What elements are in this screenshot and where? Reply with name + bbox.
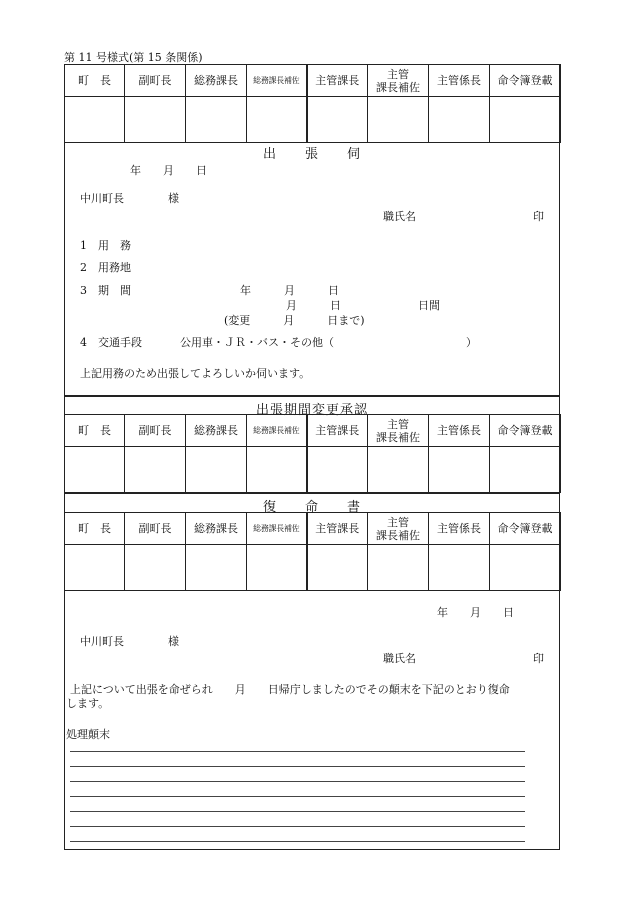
- item-purpose: 1 用 務: [80, 239, 131, 252]
- stamp-cell[interactable]: [429, 447, 490, 493]
- result-line[interactable]: [70, 766, 525, 767]
- stamp-cell[interactable]: [65, 97, 125, 143]
- approver-header-order-book: 命令簿登載: [490, 65, 561, 97]
- request-date[interactable]: 年 月 日: [130, 164, 207, 177]
- approver-header-mayor: 町 長: [65, 65, 125, 97]
- approver-header-dept-chief: 主管課長: [307, 415, 368, 447]
- report-seal: 印: [533, 652, 544, 665]
- stamp-cell[interactable]: [186, 447, 247, 493]
- item-period: 3 期 間: [80, 284, 131, 297]
- request-title: 出 張 伺: [262, 147, 361, 162]
- form-number: 第 11 号様式(第 15 条関係): [64, 51, 203, 64]
- stamp-cell[interactable]: [429, 97, 490, 143]
- result-line[interactable]: [70, 781, 525, 782]
- approver-header-general-affairs-chief: 総務課長: [186, 513, 247, 545]
- change-title: 出張期間変更承認: [255, 403, 368, 418]
- request-addressee: 中川町長 様: [80, 192, 179, 205]
- stamp-cell[interactable]: [307, 97, 368, 143]
- result-line[interactable]: [70, 826, 525, 827]
- stamp-cell[interactable]: [429, 545, 490, 591]
- section-divider: [64, 492, 560, 494]
- report-name-label: 職氏名: [383, 652, 416, 665]
- stamp-cell[interactable]: [490, 545, 561, 591]
- stamp-cell[interactable]: [125, 447, 186, 493]
- result-line[interactable]: [70, 811, 525, 812]
- approval-table-report: [64, 512, 561, 591]
- report-body-line1: 上記について出張を命ぜられ 月 日帰庁しましたのでその顛末を下記のとおり復命: [70, 683, 510, 696]
- stamp-cell[interactable]: [125, 545, 186, 591]
- stamp-cell[interactable]: [65, 545, 125, 591]
- approver-header-dept-assistant: 主管 課長補佐: [368, 65, 429, 97]
- stamp-cell[interactable]: [368, 447, 429, 493]
- approver-header-section-chief: 主管係長: [429, 513, 490, 545]
- approver-header-deputy-mayor: 副町長: [125, 65, 186, 97]
- approver-header-mayor: 町 長: [65, 513, 125, 545]
- approver-header-dept-assistant: 主管 課長補佐: [368, 513, 429, 545]
- approver-header-deputy-mayor: 副町長: [125, 513, 186, 545]
- approver-header-general-affairs-chief: 総務課長: [186, 415, 247, 447]
- result-line[interactable]: [70, 796, 525, 797]
- stamp-cell[interactable]: [490, 97, 561, 143]
- stamp-cell[interactable]: [247, 447, 307, 493]
- stamp-cell[interactable]: [368, 97, 429, 143]
- approver-header-general-affairs-assistant: 総務課長補佐: [247, 65, 307, 97]
- result-label: 処理顛末: [66, 728, 110, 741]
- approver-header-dept-chief: 主管課長: [307, 65, 368, 97]
- approver-header-section-chief: 主管係長: [429, 65, 490, 97]
- request-seal: 印: [533, 210, 544, 223]
- result-line[interactable]: [70, 841, 525, 842]
- approver-header-dept-assistant: 主管 課長補佐: [368, 415, 429, 447]
- section-divider: [64, 395, 560, 397]
- item-destination: 2 用務地: [80, 261, 131, 274]
- approver-header-deputy-mayor: 副町長: [125, 415, 186, 447]
- approver-header-general-affairs-assistant: 総務課長補佐: [247, 415, 307, 447]
- item-transport: 4 交通手段: [80, 336, 142, 349]
- approver-header-order-book: 命令簿登載: [490, 513, 561, 545]
- period-change[interactable]: (変更 月 日まで): [224, 314, 365, 327]
- approver-header-section-chief: 主管係長: [429, 415, 490, 447]
- stamp-cell[interactable]: [186, 545, 247, 591]
- request-closing: 上記用務のため出張してよろしいか伺います。: [80, 367, 311, 380]
- approver-header-order-book: 命令簿登載: [490, 415, 561, 447]
- approval-table-change: [64, 414, 561, 493]
- approver-header-general-affairs-chief: 総務課長: [186, 65, 247, 97]
- approver-header-general-affairs-assistant: 総務課長補佐: [247, 513, 307, 545]
- period-end[interactable]: 月 日 日間: [286, 299, 440, 312]
- stamp-cell[interactable]: [490, 447, 561, 493]
- stamp-cell[interactable]: [65, 447, 125, 493]
- approver-header-mayor: 町 長: [65, 415, 125, 447]
- report-addressee: 中川町長 様: [80, 635, 179, 648]
- stamp-cell[interactable]: [307, 447, 368, 493]
- request-name-label: 職氏名: [383, 210, 416, 223]
- report-title: 復 命 書: [262, 500, 361, 515]
- transport-options[interactable]: 公用車・ＪＲ・バス・その他（ ）: [180, 336, 477, 349]
- period-start[interactable]: 年 月 日: [240, 284, 339, 297]
- stamp-cell[interactable]: [247, 97, 307, 143]
- result-line[interactable]: [70, 751, 525, 752]
- stamp-cell[interactable]: [307, 545, 368, 591]
- report-date[interactable]: 年 月 日: [437, 606, 514, 619]
- stamp-cell[interactable]: [247, 545, 307, 591]
- approval-table-request: [64, 64, 561, 143]
- stamp-cell[interactable]: [186, 97, 247, 143]
- stamp-cell[interactable]: [368, 545, 429, 591]
- report-body-line2: します。: [66, 697, 110, 710]
- stamp-cell[interactable]: [125, 97, 186, 143]
- approver-header-dept-chief: 主管課長: [307, 513, 368, 545]
